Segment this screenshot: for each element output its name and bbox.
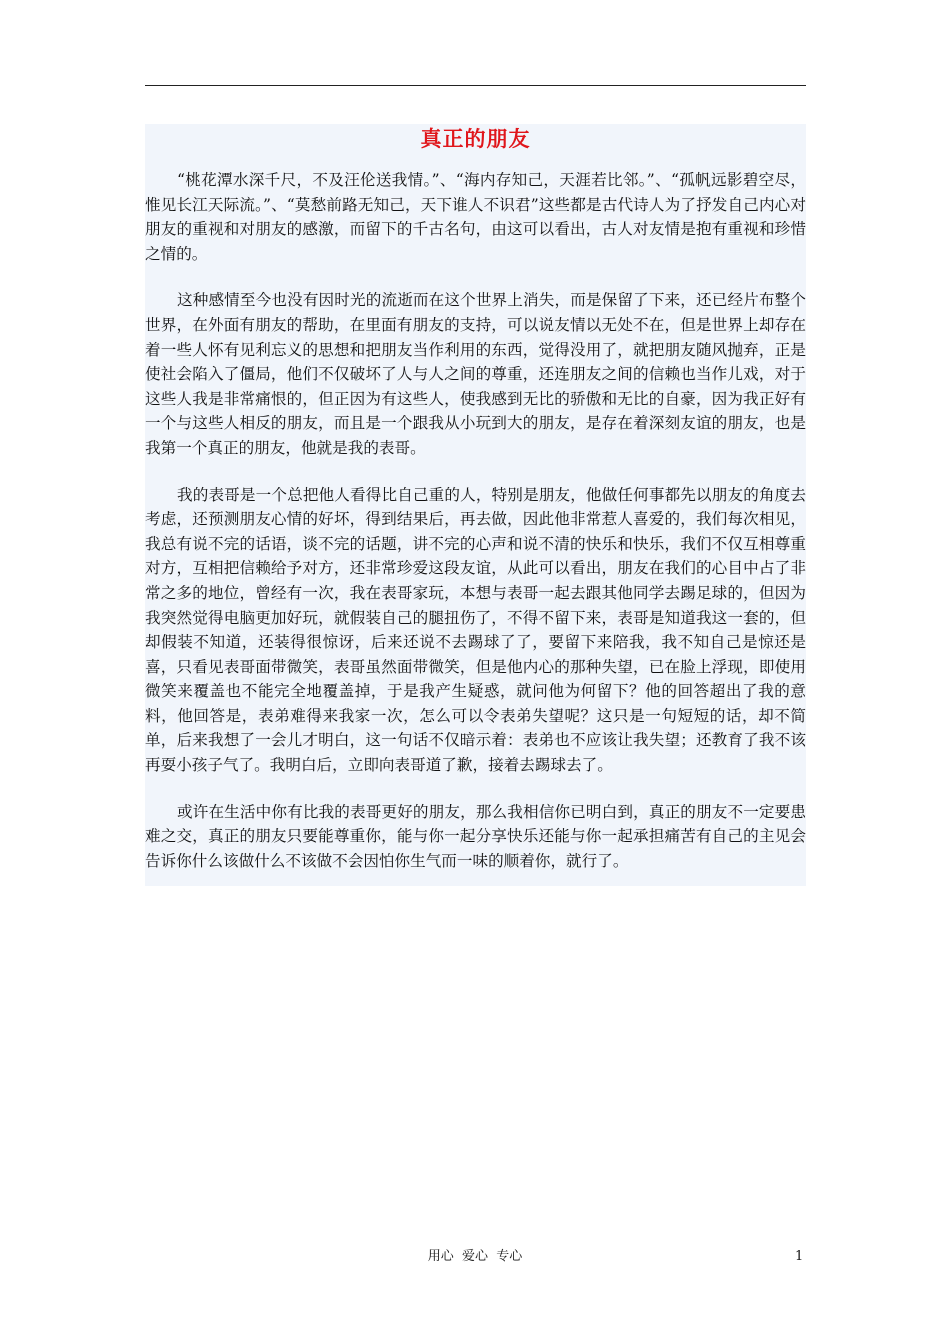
paragraph-2: 这种感情至今也没有因时光的流逝而在这个世界上消失，而是保留了下来，还已经片布整个世界，在外面有朋友的帮助，在里面有朋友的支持，可以说友情以无处不在，但是世界上却存在着一些人怀有见利忘义的思想和把朋友当作利用的东西，觉得没用了，就把朋友随风抛弃，正是使社会陷入了僵局，他们不仅破坏了人与人之间的尊重，还连朋友之间的信赖也当作儿戏，对于这些人我是非常痛恨的，但正因为有这些人，使我感到无比的骄傲和无比的自豪，因为我正好有一个与这些人相反的朋友，而且是一个跟我从小玩到大的朋友，是存在着深刻友谊的朋友，也是我第一个真正的朋友，他就是我的表哥。: [145, 291, 806, 457]
paragraph-1: “桃花潭水深千尺，不及汪伦送我情。”、“海内存知己，天涯若比邻。”、“孤帆远影碧空尽，惟见长江天际流。”、“莫愁前路无知己，天下谁人不识君”这些都是古代诗人为了抒发自己内心对朋友的重视和对朋友的感激，而留下的千古名句，由这可以看出，古人对友情是抱有重视和珍惜之情的。: [145, 171, 806, 263]
page-number: 1: [795, 1249, 804, 1264]
footer-motto: 用心 爱心 专心: [427, 1249, 523, 1264]
article-body: [145, 124, 806, 886]
page-title: 真正的朋友: [420, 126, 531, 151]
header-rule: [145, 85, 806, 86]
paragraph-4: 或许在生活中你有比我的表哥更好的朋友，那么我相信你已明白到，真正的朋友不一定要患难之交，真正的朋友只要能尊重你，能与你一起分享快乐还能与你一起承担痛苦有自己的主见会告诉你什么该做什么不该做不会因怕你生气而一味的顺着你，就行了。: [145, 802, 806, 870]
paragraph-3: 我的表哥是一个总把他人看得比自己重的人，特别是朋友，他做任何事都先以朋友的角度去考虑，还预测朋友心情的好坏，得到结果后，再去做，因此他非常惹人喜爱的，我们每次相见，我总有说不完的话语，谈不完的话题，讲不完的心声和说不清的快乐和快乐，我们不仅互相尊重对方，互相把信赖给予对方，还非常珍爱这段友谊，从此可以看出，朋友在我们的心目中占了非常之多的地位，曾经有一次，我在表哥家玩，本想与表哥一起去跟其他同学去踢足球的，但因为我突然觉得电脑更加好玩，就假装自己的腿扭伤了，不得不留下来，表哥是知道我这一套的，但却假装不知道，还装得很惊讶，后来还说不去踢球了了，要留下来陪我，我不知自己是惊还是喜，只看见表哥面带微笑，表哥虽然面带微笑，但是他内心的那种失望，已在脸上浮现，即使用微笑来覆盖也不能完全地覆盖掉，于是我产生疑惑，就问他为何留下？他的回答超出了我的意料，他回答是，表弟难得来我家一次，怎么可以令表弟失望呢？这只是一句短短的话，却不简单，后来我想了一会儿才明白，这一句话不仅暗示着：表弟也不应该让我失望；还教育了我不该再耍小孩子气了。我明白后，立即向表哥道了歉，接着去踢球去了。: [145, 485, 806, 775]
